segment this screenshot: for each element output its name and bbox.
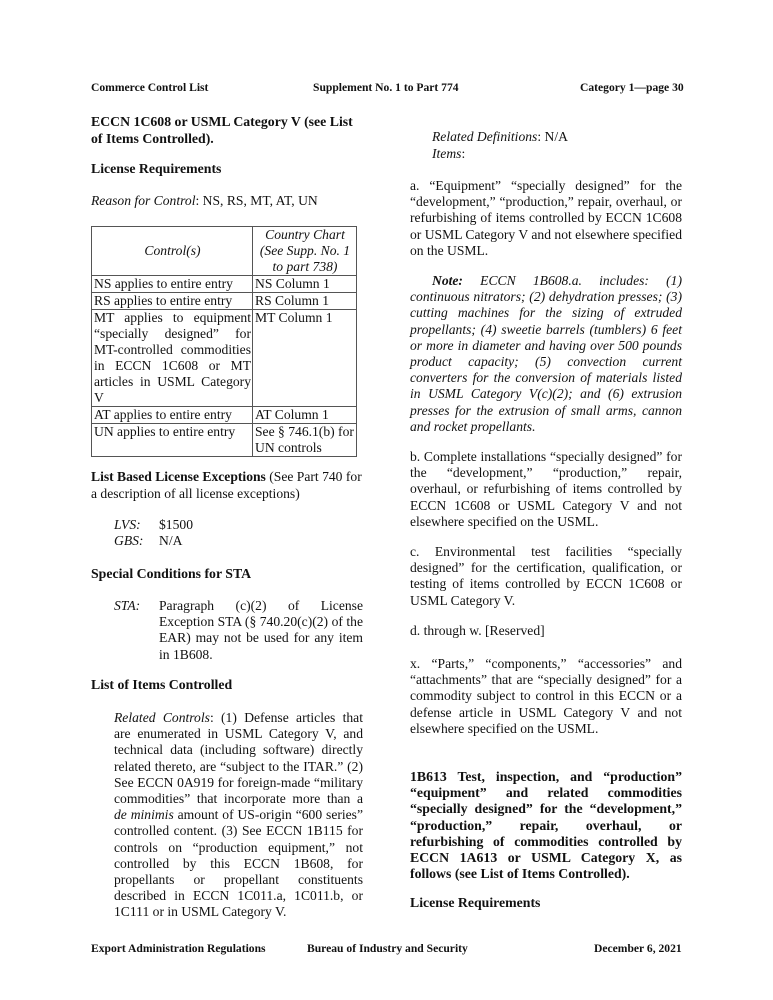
chart-cell: RS Column 1 xyxy=(253,293,357,310)
note-label: Note: xyxy=(432,273,463,288)
table-row xyxy=(92,276,357,293)
related-definitions-value: : N/A xyxy=(537,129,568,144)
control-cell: RS applies to entire entry xyxy=(92,293,253,310)
cell-line: UN controls xyxy=(255,440,322,455)
reason-label: Reason for Control xyxy=(91,193,196,208)
items-heading: List of Items Controlled xyxy=(91,677,233,692)
column-header-controls: Control(s) xyxy=(92,227,253,276)
related-definitions-label: Related Definitions xyxy=(432,129,538,144)
cell-line: See § 746.1(b) for xyxy=(255,424,354,439)
sta-label: STA: xyxy=(114,598,141,613)
chart-cell: NS Column 1 xyxy=(253,276,357,293)
eccn-1b613-title: 1B613 Test, inspection, and “production” “equipment” and related commodities “specially designed” for the “development,” “production,” repair, overhaul, or refurbishing of commodities controlled by ECCN 1A613 or USML Category X, as follows (see List of Items Controlled). xyxy=(410,769,682,882)
table-row xyxy=(92,310,357,407)
column-header-country-chart xyxy=(253,227,357,276)
table-row xyxy=(92,407,357,424)
exception-value: $1500 xyxy=(159,517,193,532)
eccn-title xyxy=(91,113,363,147)
item-x: x. “Parts,” “components,” “accessories” and “attachments” that are “specially designed” for a commodity subject to control in this ECCN or a defense article in USML Category V and not elsewhere specified on the USML. xyxy=(410,656,682,736)
lble-heading: List Based License Exceptions xyxy=(91,469,266,484)
header-line: Country Chart xyxy=(265,227,345,242)
header-line: (See Supp. No. 1 xyxy=(259,243,351,258)
footer-center: Bureau of Industry and Security xyxy=(307,942,468,955)
sta-text: Paragraph (c)(2) of License Exception STA (§ 740.20(c)(2) of the EAR) may not be used for any item in 1B608. xyxy=(159,598,363,662)
license-requirements-heading-2: License Requirements xyxy=(410,895,541,910)
cell-line: articles in USML Category xyxy=(94,374,251,389)
control-table xyxy=(91,226,357,457)
item-b: b. Complete installations “specially designed” for the “development,” “production,” repair, overhaul, or refurbishing of items controlled by ECCN 1C608 or USML Category V and not elsewhere specified on the USML. xyxy=(410,449,682,529)
table-row xyxy=(92,424,357,457)
lble-text: a description of all license exceptions) xyxy=(91,486,300,501)
eccn-title-line1: ECCN 1C608 or USML Category V (see List xyxy=(91,114,353,129)
items-label xyxy=(432,146,568,163)
lble-text: (See Part 740 for xyxy=(265,469,362,484)
items-label-text: Items xyxy=(432,145,462,161)
header-page: Category 1—page 30 xyxy=(580,81,684,94)
cell-line: MT-controlled commodities xyxy=(94,342,251,357)
cell-line: MT applies to equipment xyxy=(94,310,251,325)
reason-value: : NS, RS, MT, AT, UN xyxy=(195,193,318,208)
chart-cell: MT Column 1 xyxy=(253,310,357,407)
sta-condition xyxy=(114,598,363,663)
exception-label: GBS: xyxy=(114,533,144,549)
header-line: to part 738) xyxy=(272,259,338,274)
control-cell: AT applies to entire entry xyxy=(92,407,253,424)
note-text: ECCN 1B608.a. includes: (1) continuous nitrators; (2) dehydration presses; (3) cutting machines for the sizing of extruded propellants; (4) sweetie barrels (tumblers) 6 feet or more in diameter and having over 500 pounds product capacity; (5) convection current converters for the conversion of materials listed in USML Category V(c)(2); and (6) extrusion presses for the extrusion of small arms, cannon and rocket propellants. xyxy=(410,273,682,434)
header-left: Commerce Control List xyxy=(91,81,209,94)
item-a-note xyxy=(410,273,682,435)
control-cell: UN applies to entire entry xyxy=(92,424,253,457)
related-controls-emphasis: de minimis xyxy=(114,807,174,823)
exception-lvs xyxy=(114,517,314,533)
license-requirements-heading: License Requirements xyxy=(91,161,222,176)
control-cell xyxy=(92,310,253,407)
header-center: Supplement No. 1 to Part 774 xyxy=(313,81,459,94)
item-c: c. Environmental test facilities “specially designed” for the certification, qualification, or testing of items controlled by ECCN 1C608 or USML Category V. xyxy=(410,544,682,608)
lble-paragraph xyxy=(91,468,363,502)
exception-gbs xyxy=(114,533,314,549)
footer-left: Export Administration Regulations xyxy=(91,942,266,955)
exception-label: LVS: xyxy=(114,517,141,532)
related-definitions xyxy=(432,129,568,146)
item-a: a. “Equipment” “specially designed” for the “development,” “production,” repair, overhaul, or refurbishing of items controlled by ECCN 1C608 or USML Category V and not elsewhere specified on the USML. xyxy=(410,178,682,258)
exceptions-list xyxy=(114,517,314,549)
item-d-w-reserved: d. through w. [Reserved] xyxy=(410,623,545,638)
sta-heading: Special Conditions for STA xyxy=(91,566,252,581)
cell-line: in ECCN 1C608 or MT xyxy=(94,358,251,373)
cell-line: “specially designed” for xyxy=(94,326,251,341)
related-controls-label: Related Controls xyxy=(114,710,210,725)
control-cell: NS applies to entire entry xyxy=(92,276,253,293)
eccn-title-line2: of Items Controlled). xyxy=(91,131,214,146)
related-controls-text: amount of US-origin “600 series” controlled content. (3) See ECCN 1B115 for controls on “production equipment,” not controlled by this ECCN 1B608, for propellants or propellant constituents described in ECCN 1C011.a, 1C011.b, or 1C111 or in USML Category V. xyxy=(114,807,364,920)
items-colon: : xyxy=(461,145,466,161)
related-definitions-block xyxy=(432,129,568,162)
reason-for-control xyxy=(91,193,318,209)
chart-cell: AT Column 1 xyxy=(253,407,357,424)
cell-line: V xyxy=(94,390,104,405)
chart-cell xyxy=(253,424,357,457)
related-controls-text: : (1) Defense articles that are enumerated in USML Category V, and technical data (including software) directly related thereto, are “subject to the ITAR.” (2) See ECCN 0A919 for foreign-made “military commodities” that incorporate more than a xyxy=(114,710,363,807)
related-controls xyxy=(114,710,363,921)
footer-date: December 6, 2021 xyxy=(594,942,682,955)
table-row xyxy=(92,293,357,310)
exception-value: N/A xyxy=(159,533,183,549)
table-header-row xyxy=(92,227,357,276)
